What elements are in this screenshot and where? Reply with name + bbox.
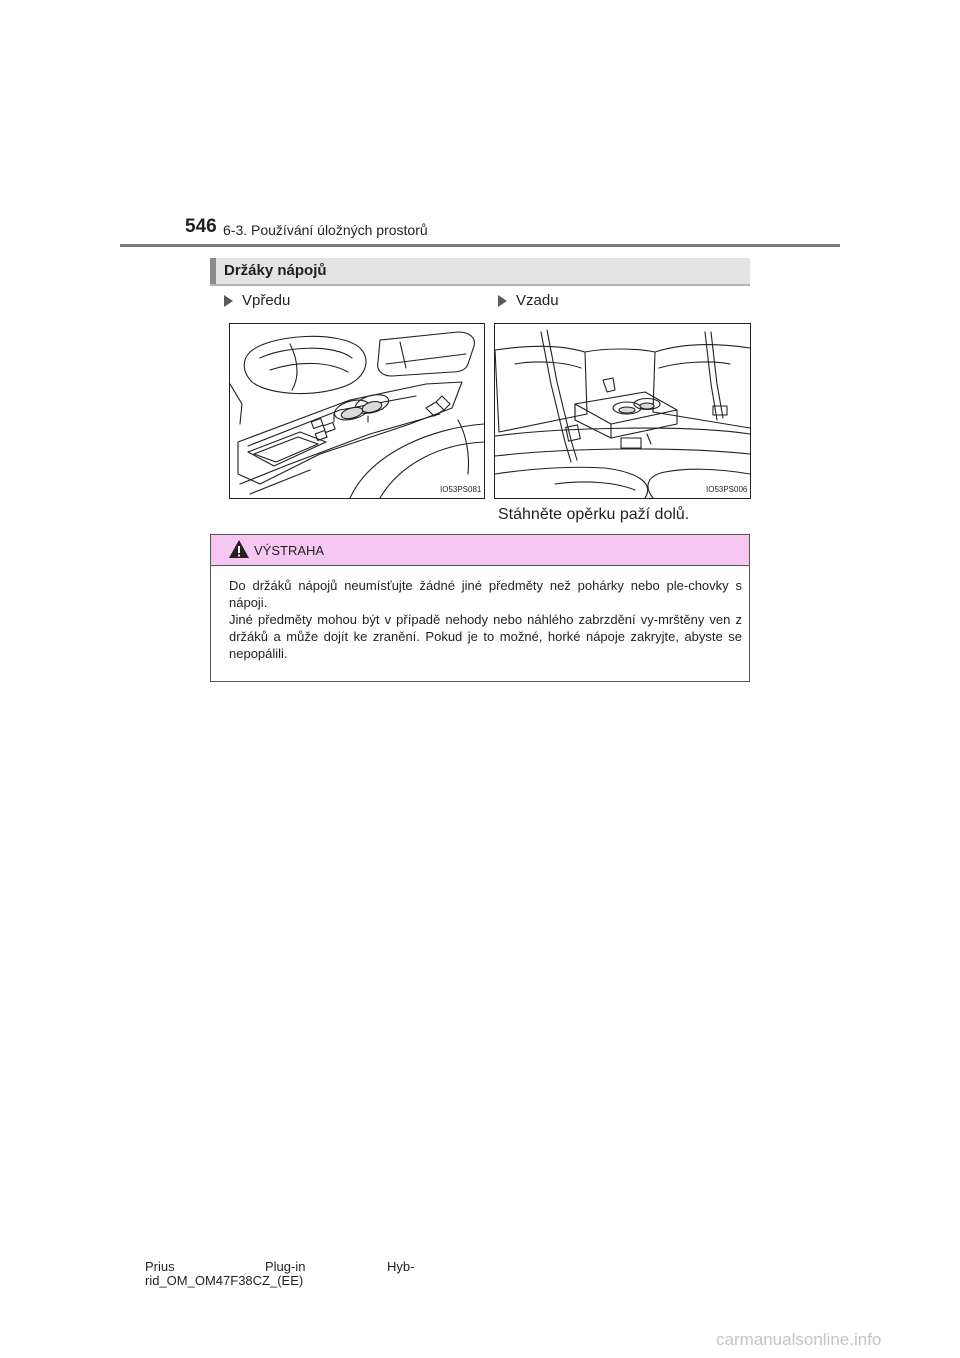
- subsection-rear: [498, 292, 559, 309]
- warning-box: [210, 534, 750, 682]
- rear-caption: Stáhněte opěrku paží dolů.: [498, 506, 690, 523]
- subsection-front: [224, 292, 290, 309]
- chapter-header: 6-3. Používání úložných prostorů: [223, 222, 428, 238]
- subsection-rear-label: Vzadu: [516, 292, 559, 309]
- section-accent: [210, 258, 216, 284]
- footer-word-1: Prius: [145, 1259, 175, 1274]
- warning-header: [211, 535, 749, 566]
- warning-title: VÝSTRAHA: [254, 543, 325, 558]
- warning-body: [229, 577, 742, 662]
- triangle-bullet-icon: [224, 295, 233, 307]
- rear-cup-holder-illustration: [494, 323, 751, 499]
- front-cup-holder-illustration: [229, 323, 485, 499]
- figure-code-front: IO53PS081: [440, 485, 482, 494]
- watermark: carmanualsonline.info: [716, 1330, 882, 1349]
- footer-line-2: rid_OM_OM47F38CZ_(EE): [145, 1273, 304, 1288]
- section-title-bar: [210, 258, 750, 286]
- footer-word-2: Plug-in: [265, 1259, 306, 1274]
- warning-triangle-icon: [228, 539, 250, 559]
- warning-paragraph-1: Do držáků nápojů neumísťujte žádné jiné předměty než pohárky nebo ple-chovky s nápoji.: [229, 578, 742, 610]
- subsection-front-label: Vpředu: [242, 292, 291, 309]
- section-title: Držáky nápojů: [224, 262, 327, 279]
- triangle-bullet-icon: [498, 295, 507, 307]
- warning-paragraph-2: Jiné předměty mohou být v případě nehody nebo náhlého zabrzdění vy-mrštěny ven z držáků a může dojít ke zranění. Pokud je to možné, horké nápoje zakryjte, abyste se nepopálili.: [229, 612, 742, 661]
- page-number: 546: [185, 216, 217, 237]
- header-rule: [120, 244, 840, 247]
- footer-word-3: Hyb-: [387, 1259, 415, 1274]
- figure-code-rear: IO53PS006: [706, 485, 748, 494]
